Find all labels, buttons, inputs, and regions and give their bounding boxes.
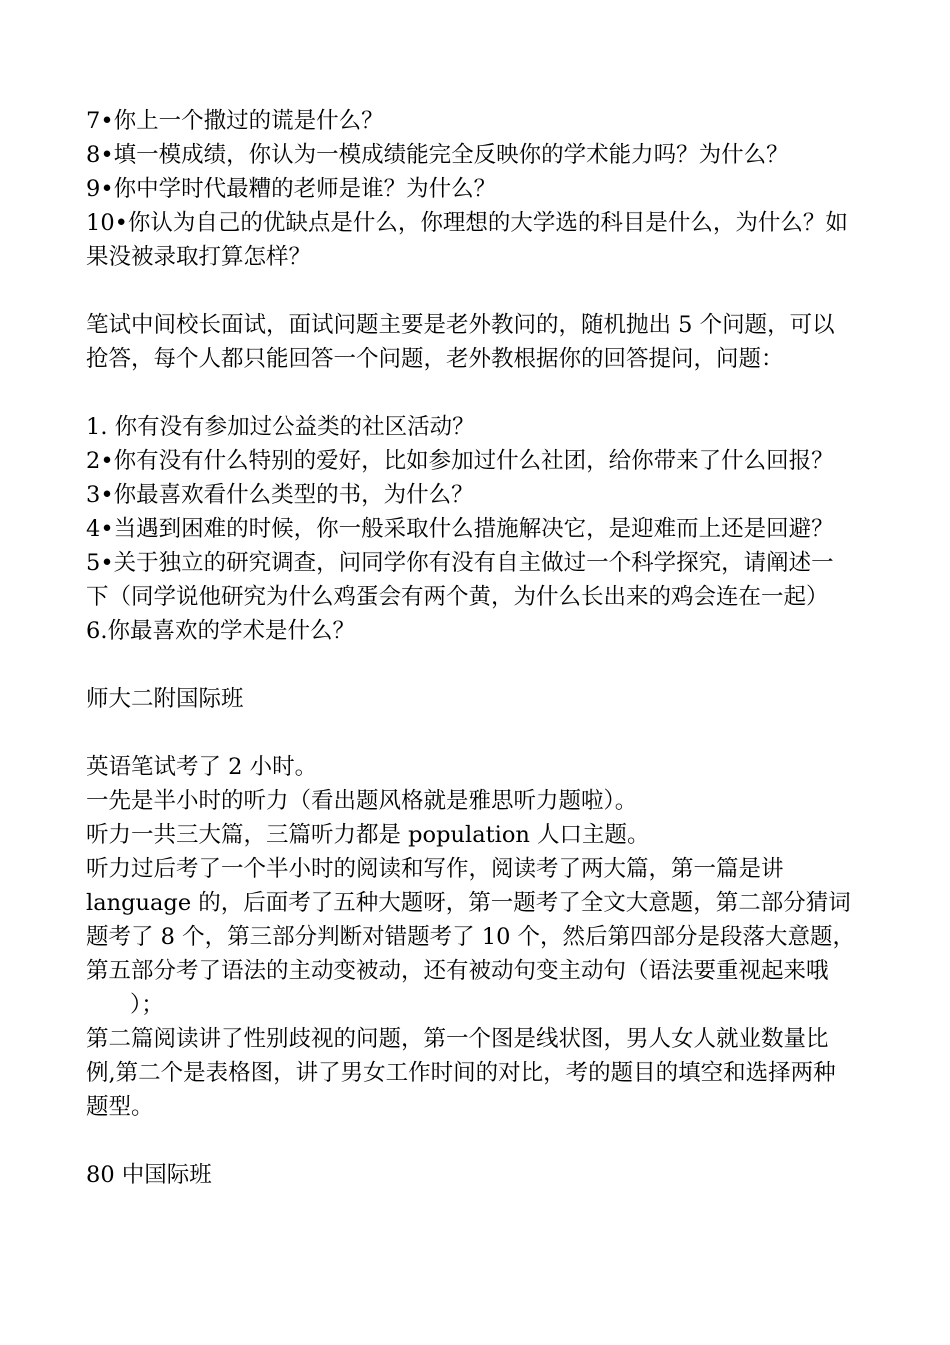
interview-question-line: 1. 你有没有参加过公益类的社区活动？ <box>86 414 475 440</box>
paragraph-gap <box>86 376 946 410</box>
paragraph-gap <box>86 648 946 682</box>
exam-line: 英语笔试考了 2 小时。 <box>86 754 318 780</box>
section-heading: 师大二附国际班 <box>86 686 244 712</box>
exam-line: 例,第二个是表格图，讲了男女工作时间的对比，考的题目的填空和选择两种 <box>86 1060 836 1086</box>
section-heading: 80 中国际班 <box>86 1162 212 1188</box>
interview-question-line: 4•当遇到困难的时候，你一般采取什么措施解决它，是迎难而上还是回避？ <box>86 516 834 542</box>
question-line: 7•你上一个撒过的谎是什么？ <box>86 108 384 134</box>
question-line: 10•你认为自己的优缺点是什么，你理想的大学选的科目是什么，为什么？如 <box>86 210 848 236</box>
exam-line: 听力过后考了一个半小时的阅读和写作，阅读考了两大篇，第一篇是讲 <box>86 856 784 882</box>
interview-question-line: 2•你有没有什么特别的爱好，比如参加过什么社团，给你带来了什么回报？ <box>86 448 834 474</box>
exam-line: 一先是半小时的听力（看出题风格就是雅思听力题啦）。 <box>86 788 638 814</box>
exam-line: 题型。 <box>86 1094 154 1120</box>
exam-line: 题考了 8 个，第三部分判断对错题考了 10 个，然后第四部分是段落大意题， <box>86 924 856 950</box>
paragraph-gap <box>86 716 946 750</box>
interview-question-line: 3•你最喜欢看什么类型的书，为什么？ <box>86 482 474 508</box>
exam-line: 第五部分考了语法的主动变被动，还有被动句变主动句（语法要重视起来哦 <box>86 958 829 984</box>
exam-line: language 的，后面考了五种大题呀，第一题考了全文大意题，第二部分猜词 <box>86 890 851 916</box>
question-line: 果没被录取打算怎样？ <box>86 244 312 270</box>
paragraph-gap <box>86 274 946 308</box>
exam-line: 第二篇阅读讲了性别歧视的问题，第一个图是线状图，男人女人就业数量比 <box>86 1026 829 1052</box>
exam-line: ）； <box>130 992 164 1018</box>
exam-line: 听力一共三大篇，三篇听力都是 population 人口主题。 <box>86 822 650 848</box>
interview-question-line: 5•关于独立的研究调查，问同学你有没有自主做过一个科学探究，请阐述一 <box>86 550 834 576</box>
interview-question-line: 下（同学说他研究为什么鸡蛋会有两个黄，为什么长出来的鸡会连在一起） <box>86 584 829 610</box>
question-line: 8•填一模成绩，你认为一模成绩能完全反映你的学术能力吗？为什么？ <box>86 142 789 168</box>
question-line: 9•你中学时代最糟的老师是谁？为什么？ <box>86 176 497 202</box>
interview-intro-line: 抢答，每个人都只能回答一个问题，老外教根据你的回答提问，问题： <box>86 346 784 372</box>
interview-question-line: 6.你最喜欢的学术是什么？ <box>86 618 355 644</box>
paragraph-gap <box>86 1124 946 1158</box>
interview-intro-line: 笔试中间校长面试，面试问题主要是老外教问的，随机抛出 5 个问题，可以 <box>86 312 835 338</box>
document-body <box>86 104 946 1192</box>
